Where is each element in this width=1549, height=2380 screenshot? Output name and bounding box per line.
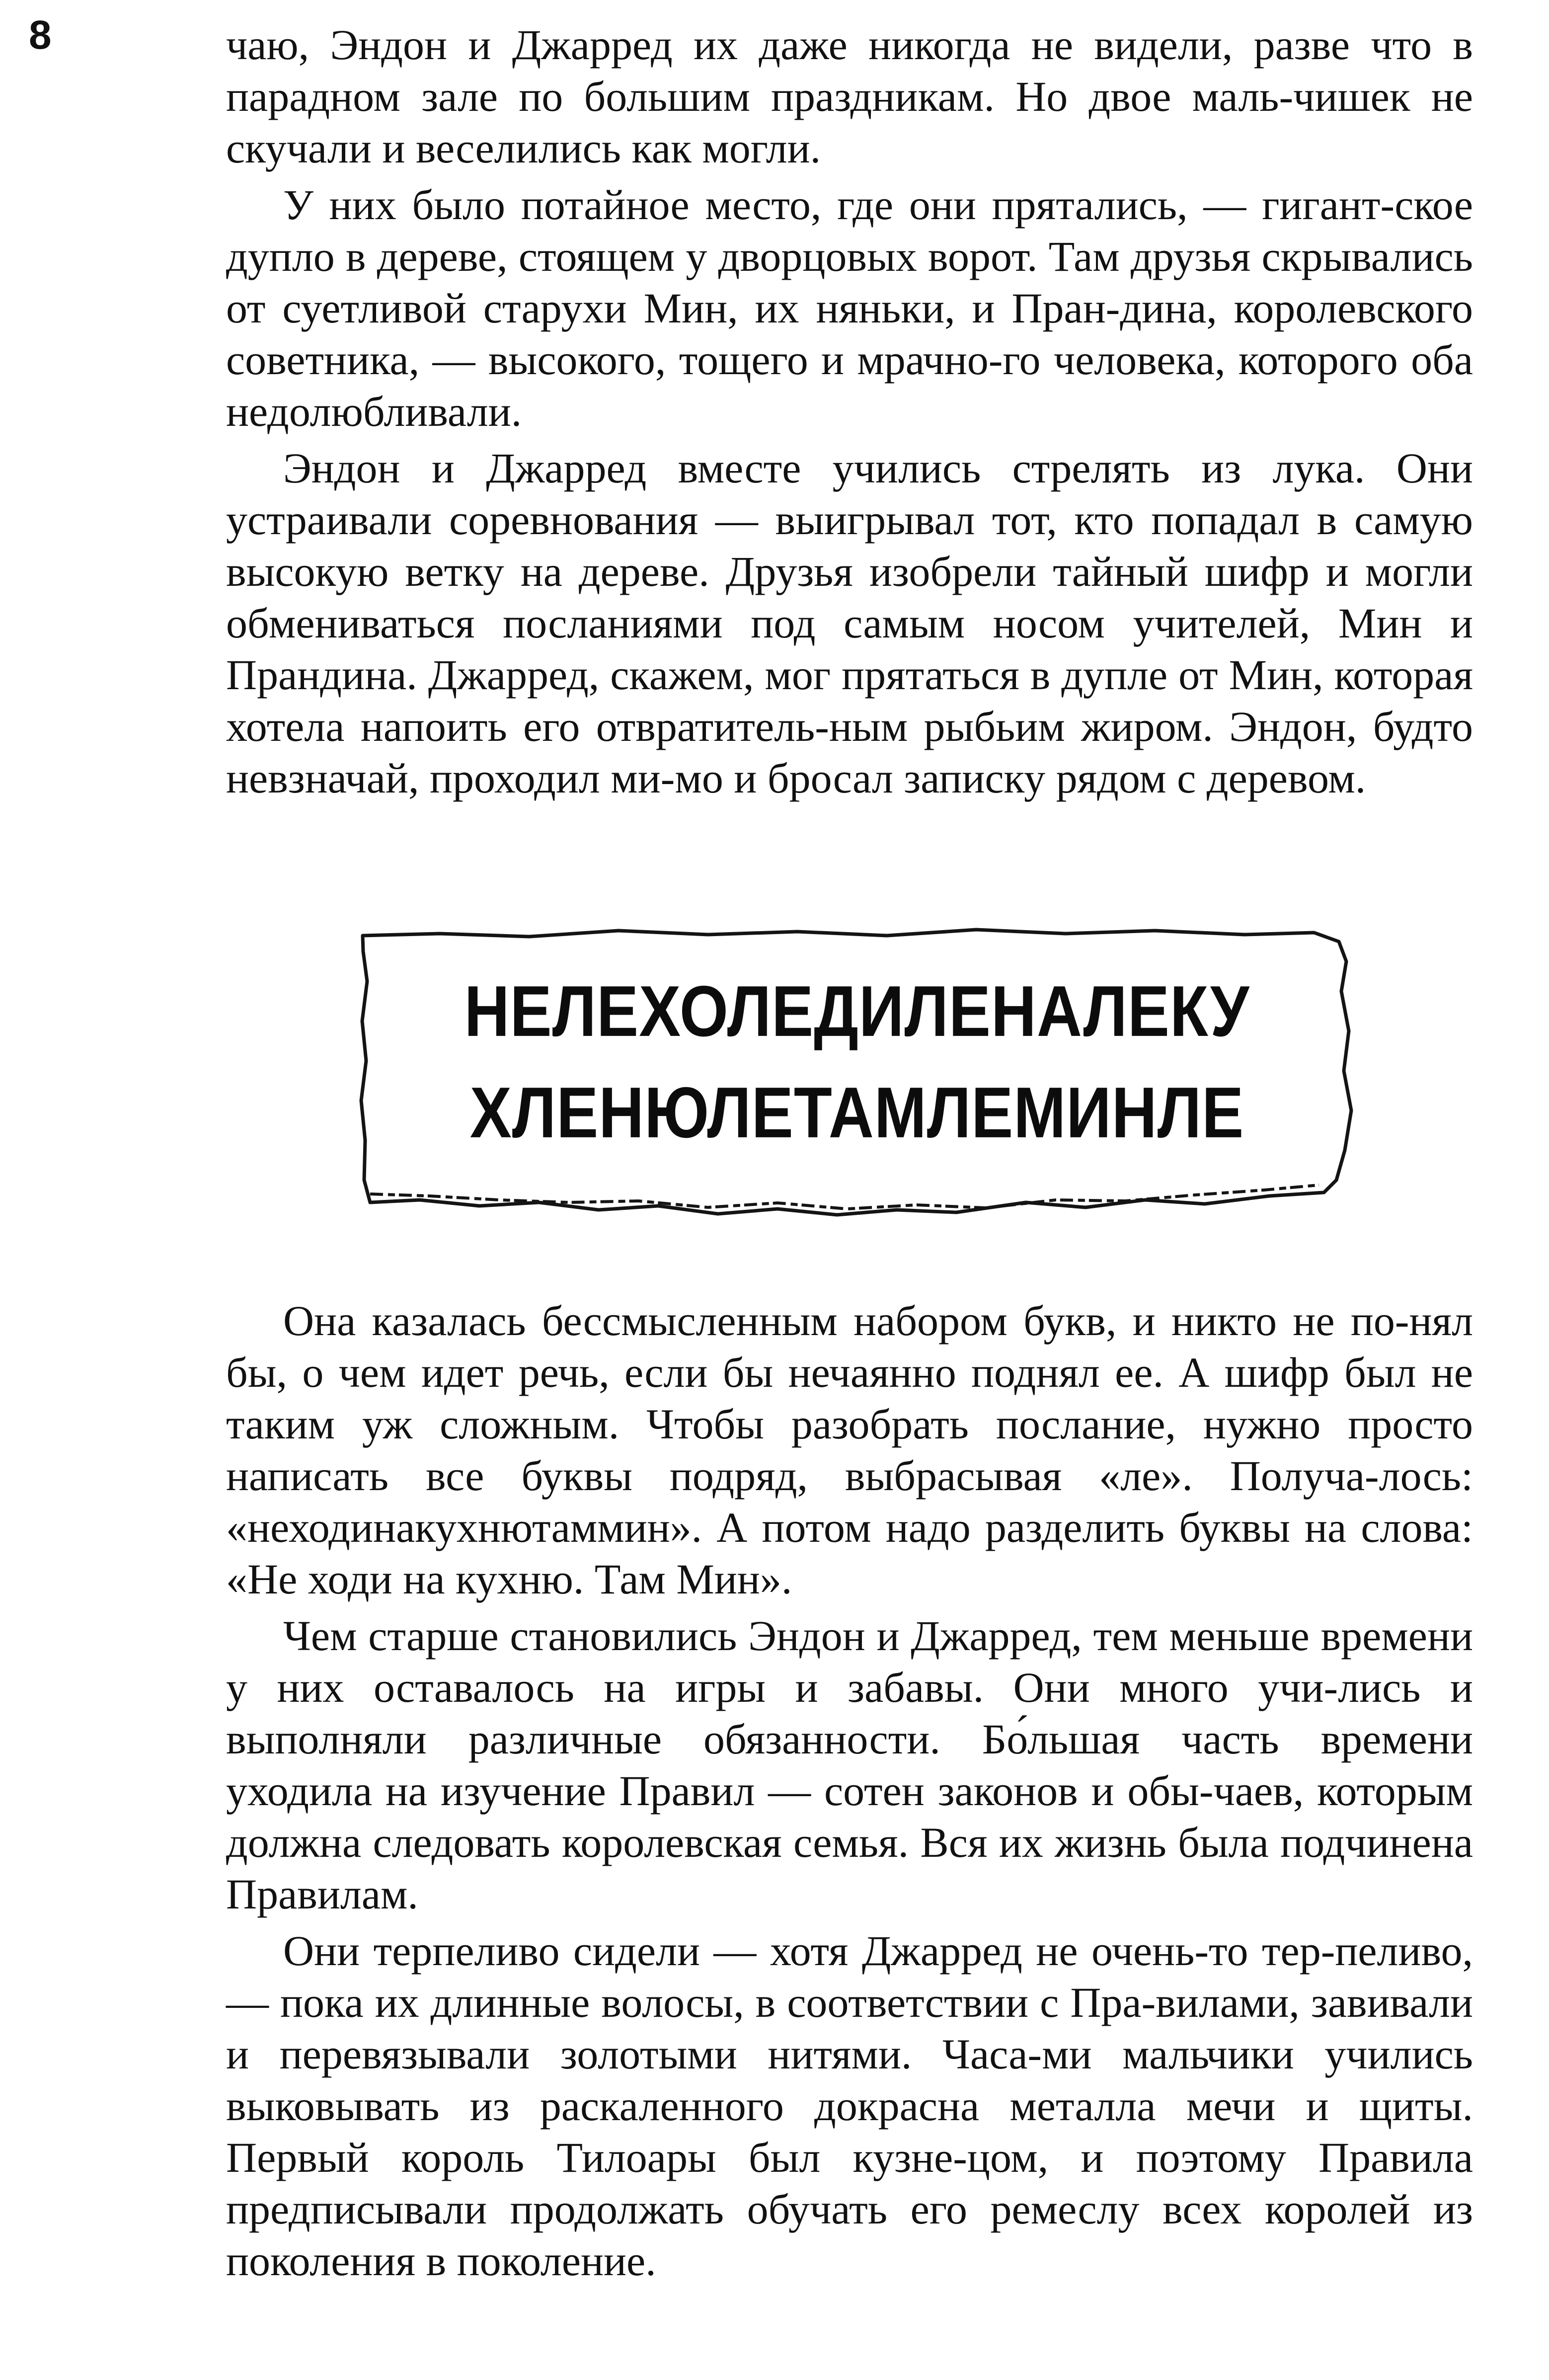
text-line: нял бы, о чем идет речь, если бы нечаянно поднял ее. А шифр: [226, 1297, 1473, 1396]
text-line: на слова: «Не ходи на кухню. Там Мин».: [226, 1504, 1473, 1603]
text-line: просто написать все буквы подряд, выбрасывая «ле». Получа-: [226, 1400, 1473, 1500]
paragraph-6: [226, 1925, 1473, 2287]
text-line: мо и бросал записку рядом с деревом.: [675, 754, 1366, 802]
cipher-note: [350, 922, 1369, 1220]
text-line: лись и выполняли различные обязанности. Бо́льшая часть: [226, 1664, 1473, 1763]
text-line: жизнь была подчинена Правилам.: [226, 1819, 1473, 1918]
text-line: цом, и поэтому Правила предписывали продолжать обучать: [226, 2134, 1473, 2233]
text-line: пеливо, — пока их длинные волосы, в соответствии с Пра-: [226, 1927, 1473, 2026]
paragraph-3: [226, 442, 1473, 804]
text-line: учителей, Мин и Прандина. Джарред, скажем, мог прятаться: [226, 599, 1473, 699]
text-line: ным рыбьим жиром. Эндон, будто невзначай, проходил ми-: [226, 703, 1473, 802]
text-line: самую высокую ветку на дереве. Друзья изобрели тайный: [226, 496, 1473, 595]
paragraph-1: [226, 19, 1473, 174]
text-line: чишек не скучали и веселились как могли.: [226, 73, 1473, 172]
text-line: устраивали соревнования — выигрывал тот, кто попадал в: [226, 496, 1337, 544]
text-line: Она казалась бессмысленным набором букв, и никто не по-: [283, 1297, 1409, 1345]
torn-paper-outline: [350, 922, 1369, 1220]
text-line: го человека, которого оба недолюбливали.: [226, 336, 1473, 435]
text-line: его ремеслу всех королей из поколения в поколение.: [226, 2185, 1473, 2285]
text-line: шифр и могли обмениваться посланиями под самым носом: [226, 548, 1473, 647]
text-line: в дупле от Мин, которая хотела напоить его отвратитель-: [226, 651, 1473, 750]
text-line: чаю, Эндон и Джарред их даже никогда не видели, разве: [226, 21, 1350, 69]
text-line: дина, королевского советника, — высокого, тощего и мрачно-: [226, 284, 1473, 384]
text-line: металла мечи и щиты. Первый король Тилоары был кузне-: [226, 2082, 1473, 2181]
paragraph-5: [226, 1610, 1473, 1920]
cipher-line-1: НЕЛЕХОЛЕДИЛЕНАЛЕКУ: [464, 970, 1250, 1051]
text-block-bottom: [226, 1295, 1473, 2287]
text-line: вилами, завивали и перевязывали золотыми нитями. Часа-: [226, 1979, 1473, 2078]
text-line: ми мальчики учились выковывать из раскаленного докрасна: [226, 2030, 1473, 2130]
text-line: что в парадном зале по большим праздникам. Но двое маль-: [226, 21, 1473, 120]
text-line: скрывались от суетливой старухи Мин, их няньки, и Пран-: [226, 233, 1473, 332]
text-line: У них было потайное место, где они прятались, — гигант-: [283, 181, 1395, 229]
paragraph-2: [226, 179, 1473, 437]
text-line: Они терпеливо сидели — хотя Джарред не очень-то тер-: [283, 1927, 1335, 1975]
text-line: времени уходила на изучение Правил — сотен законов и обы-: [226, 1715, 1473, 1815]
text-line: Эндон и Джарред вместе учились стрелять из лука. Они: [283, 444, 1473, 492]
text-line: был не таким уж сложным. Чтобы разобрать послание, нужно: [226, 1349, 1473, 1448]
paragraph-4: [226, 1295, 1473, 1605]
text-line: чаев, которым должна следовать королевская семья. Вся их: [226, 1767, 1473, 1866]
page-number: 8: [29, 12, 52, 58]
text-block-top: [226, 19, 1473, 804]
text-line: Чем старше становились Эндон и Джарред, тем меньше: [283, 1612, 1310, 1660]
cipher-line-2: ХЛЕНЮЛЕТАМЛЕМИНЛЕ: [469, 1072, 1244, 1153]
text-line: лось: «неходинакухнютаммин». А потом надо разделить буквы: [226, 1452, 1473, 1551]
text-line: времени у них оставалось на игры и забавы. Они много учи-: [226, 1612, 1473, 1711]
text-line: ское дупло в дереве, стоящем у дворцовых ворот. Там друзья: [226, 181, 1473, 280]
